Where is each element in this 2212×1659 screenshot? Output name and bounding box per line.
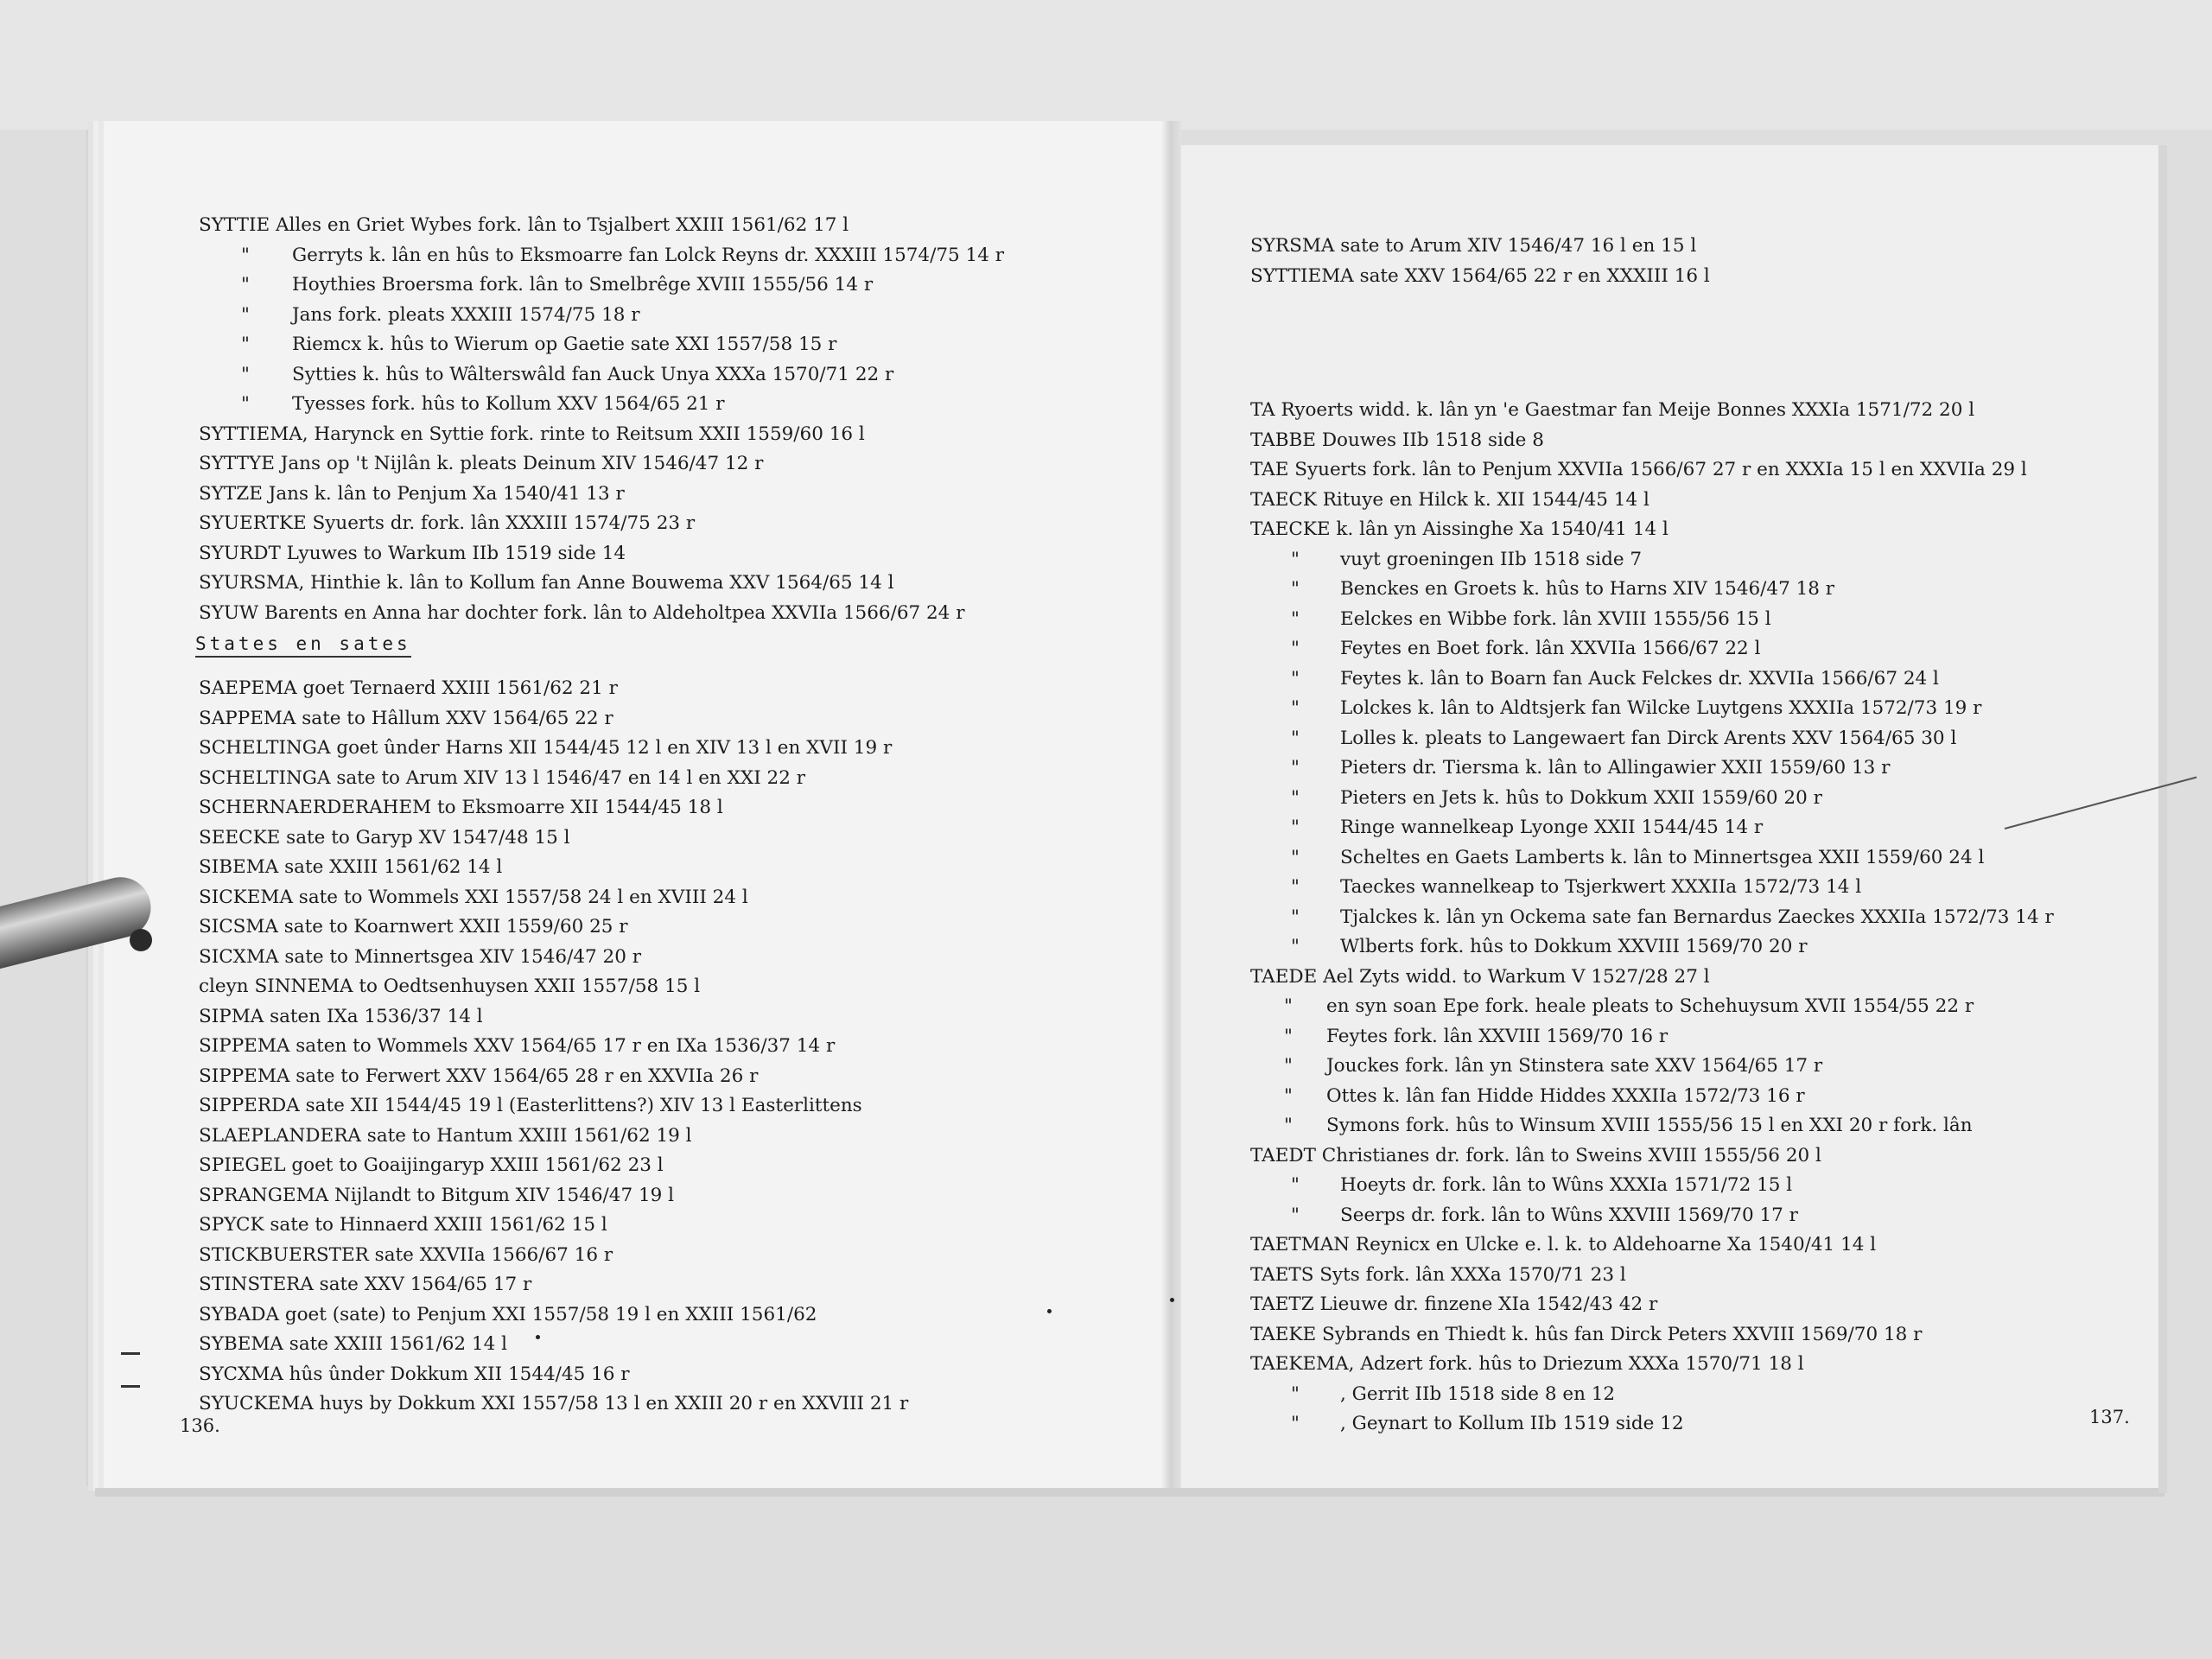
ink-dot: [1047, 1309, 1052, 1313]
index-entry: " Jouckes fork. lân yn Stinstera sate XXV 1564/65 17 r: [1284, 1055, 1823, 1077]
pencil-margin-mark: [121, 1385, 140, 1388]
index-entry: SICXMA sate to Minnertsgea XIV 1546/47 20 r: [199, 945, 642, 968]
index-entry: SPIEGEL goet to Goaijingaryp XXIII 1561/62 23 l: [199, 1154, 664, 1176]
pen-tip-icon: [130, 929, 152, 951]
index-entry: SIPPEMA sate to Ferwert XXV 1564/65 28 r en XXVIIa 26 r: [199, 1065, 759, 1087]
index-entry: TA Ryoerts widd. k. lân yn 'e Gaestmar fan Meije Bonnes XXXIa 1571/72 20 l: [1250, 399, 1975, 421]
index-entry: " , Geynart to Kollum IIb 1519 side 12: [1291, 1413, 1684, 1434]
index-entry: SICSMA sate to Koarnwert XXII 1559/60 25 r: [199, 916, 628, 938]
index-entry: " Eelckes en Wibbe fork. lân XVIII 1555/56 15 l: [1291, 607, 1771, 630]
index-entry: " en syn soan Epe fork. heale pleats to Schehuysum XVII 1554/55 22 r: [1284, 995, 1974, 1017]
index-entry: SYTTIE Alles en Griet Wybes fork. lân to Tsjalbert XXIII 1561/62 17 l: [199, 214, 849, 236]
index-entry: SPYCK sate to Hinnaerd XXIII 1561/62 15 l: [199, 1214, 607, 1236]
page-number-right: 137.: [2089, 1407, 2130, 1427]
ink-dot: [1170, 1298, 1174, 1302]
index-entry: SYURDT Lyuwes to Warkum IIb 1519 side 14: [199, 542, 626, 564]
index-entry: SPRANGEMA Nijlandt to Bitgum XIV 1546/47 19 l: [199, 1184, 675, 1206]
right-entries-t: [1250, 396, 2149, 1440]
index-entry: SCHERNAERDERAHEM to Eksmoarre XII 1544/45 18 l: [199, 797, 723, 818]
section-heading: States en sates: [195, 633, 411, 658]
index-entry: TAECK Rituye en Hilck k. XII 1544/45 14 l: [1250, 488, 1649, 511]
index-entry: " Ottes k. lân fan Hidde Hiddes XXXIIa 1572/73 16 r: [1284, 1084, 1805, 1107]
index-entry: SAEPEMA goet Ternaerd XXIII 1561/62 21 r: [199, 677, 618, 699]
index-entry: TAEDT Christianes dr. fork. lân to Sweins XVIII 1555/56 20 l: [1250, 1144, 1821, 1166]
index-entry: TAECKE k. lân yn Aissinghe Xa 1540/41 14 l: [1250, 518, 1669, 540]
index-entry: SIBEMA sate XXIII 1561/62 14 l: [199, 856, 503, 878]
index-entry: SCHELTINGA goet ûnder Harns XII 1544/45 12 l en XIV 13 l en XVII 19 r: [199, 737, 893, 759]
index-entry: SIPPERDA sate XII 1544/45 19 l (Easterlittens?) XIV 13 l Easterlittens: [199, 1095, 862, 1116]
index-entry: TAEDE Ael Zyts widd. to Warkum V 1527/28 27 l: [1250, 965, 1710, 988]
ink-dot: [536, 1335, 540, 1339]
index-entry: " Benckes en Groets k. hûs to Harns XIV 1546/47 18 r: [1291, 578, 1835, 600]
index-entry: cleyn SINNEMA to Oedtsenhuysen XXII 1557/58 15 l: [199, 976, 701, 997]
index-entry: " Pieters dr. Tiersma k. lân to Allingawier XXII 1559/60 13 r: [1291, 757, 1891, 779]
index-entry: SYTTIEMA sate XXV 1564/65 22 r en XXXIII 16 l: [1250, 264, 1710, 287]
index-entry: SIPPEMA saten to Wommels XXV 1564/65 17 r en IXa 1536/37 14 r: [199, 1035, 836, 1057]
index-entry: " Lolckes k. lân to Aldtsjerk fan Wilcke Luytgens XXXIIa 1572/73 19 r: [1291, 697, 1982, 719]
left-entries-sy: [199, 211, 1149, 628]
index-entry: " Hoeyts dr. fork. lân to Wûns XXXIa 1571/72 15 l: [1291, 1174, 1793, 1196]
index-entry: SYBEMA sate XXIII 1561/62 14 l: [199, 1333, 507, 1355]
index-entry: SYTZE Jans k. lân to Penjum Xa 1540/41 13 r: [199, 482, 625, 505]
index-entry: SICKEMA sate to Wommels XXI 1557/58 24 l en XVIII 24 l: [199, 886, 748, 908]
index-entry: TAETMAN Reynicx en Ulcke e. l. k. to Aldehoarne Xa 1540/41 14 l: [1250, 1234, 1877, 1255]
index-entry: " Taeckes wannelkeap to Tsjerkwert XXXIIa 1572/73 14 l: [1291, 876, 1862, 898]
index-entry: " Wlberts fork. hûs to Dokkum XXVIII 1569/70 20 r: [1291, 936, 1808, 957]
page-number-left: 136.: [180, 1415, 220, 1436]
right-entries-sy: [1250, 232, 2149, 291]
index-entry: SYCXMA hûs ûnder Dokkum XII 1544/45 16 r: [199, 1363, 630, 1385]
book-gutter: [1162, 121, 1181, 1495]
index-entry: " Feytes fork. lân XXVIII 1569/70 16 r: [1284, 1025, 1669, 1047]
index-entry: SYTTYE Jans op 't Nijlân k. pleats Deinum XIV 1546/47 12 r: [199, 453, 764, 474]
index-entry: SYRSMA sate to Arum XIV 1546/47 16 l en 15 l: [1250, 235, 1697, 257]
index-entry: " Pieters en Jets k. hûs to Dokkum XXII 1559/60 20 r: [1291, 786, 1822, 809]
index-entry: TAE Syuerts fork. lân to Penjum XXVIIa 1566/67 27 r en XXXIa 15 l en XXVIIa 29 l: [1250, 459, 2027, 480]
index-entry: " Tyesses fork. hûs to Kollum XXV 1564/65 21 r: [241, 393, 725, 415]
index-entry: TAEKEMA, Adzert fork. hûs to Driezum XXXa 1570/71 18 l: [1250, 1353, 1804, 1375]
pencil-margin-mark: [121, 1352, 140, 1355]
index-entry: " Ringe wannelkeap Lyonge XXII 1544/45 14 r: [1291, 817, 1764, 838]
index-entry: " Feytes en Boet fork. lân XXVIIa 1566/67 22 l: [1291, 638, 1761, 659]
index-entry: " Tjalckes k. lân yn Ockema sate fan Bernardus Zaeckes XXXIIa 1572/73 14 r: [1291, 906, 2054, 928]
left-entries-states: [199, 674, 1149, 1420]
book-edge: [86, 130, 102, 1486]
index-entry: " Feytes k. lân to Boarn fan Auck Felckes dr. XXVIIa 1566/67 24 l: [1291, 667, 1939, 690]
index-entry: " Symons fork. hûs to Winsum XVIII 1555/56 15 l en XXI 20 r fork. lân: [1284, 1115, 1973, 1136]
index-entry: SIPMA saten IXa 1536/37 14 l: [199, 1005, 483, 1027]
index-entry: TAEKE Sybrands en Thiedt k. hûs fan Dirck Peters XXVIII 1569/70 18 r: [1250, 1323, 1923, 1345]
page-bottom-edge: [95, 1488, 2164, 1497]
index-entry: SYBADA goet (sate) to Penjum XXI 1557/58 19 l en XXIII 1561/62: [199, 1303, 817, 1325]
index-entry: SYUW Barents en Anna har dochter fork. lân to Aldeholtpea XXVIIa 1566/67 24 r: [199, 601, 965, 624]
index-entry: " vuyt groeningen IIb 1518 side 7: [1291, 548, 1643, 570]
backdrop: [0, 0, 2212, 130]
index-entry: " Scheltes en Gaets Lamberts k. lân to Minnertsgea XXII 1559/60 24 l: [1291, 846, 1985, 868]
index-entry: " Hoythies Broersma fork. lân to Smelbrêge XVIII 1555/56 14 r: [241, 274, 874, 296]
index-entry: TAETS Syts fork. lân XXXa 1570/71 23 l: [1250, 1263, 1626, 1286]
index-entry: " Lolles k. pleats to Langewaert fan Dirck Arents XXV 1564/65 30 l: [1291, 727, 1957, 749]
index-entry: " Gerryts k. lân en hûs to Eksmoarre fan Lolck Reyns dr. XXXIII 1574/75 14 r: [241, 244, 1005, 266]
index-entry: TABBE Douwes IIb 1518 side 8: [1250, 429, 1544, 451]
index-entry: " Riemcx k. hûs to Wierum op Gaetie sate XXI 1557/58 15 r: [241, 334, 837, 355]
index-entry: SLAEPLANDERA sate to Hantum XXIII 1561/62 19 l: [199, 1124, 692, 1147]
index-entry: SYUERTKE Syuerts dr. fork. lân XXXIII 1574/75 23 r: [199, 512, 696, 534]
index-entry: STINSTERA sate XXV 1564/65 17 r: [199, 1274, 532, 1295]
index-entry: SCHELTINGA sate to Arum XIV 13 l 1546/47 en 14 l en XXI 22 r: [199, 766, 806, 789]
index-entry: TAETZ Lieuwe dr. finzene XIa 1542/43 42 r: [1250, 1294, 1658, 1315]
index-entry: " Sytties k. hûs to Wâlterswâld fan Auck Unya XXXa 1570/71 22 r: [241, 363, 894, 385]
page-right-edge: [2158, 145, 2167, 1493]
index-entry: SEECKE sate to Garyp XV 1547/48 15 l: [199, 826, 570, 849]
index-entry: SAPPEMA sate to Hâllum XXV 1564/65 22 r: [199, 707, 613, 729]
index-entry: SYTTIEMA, Harynck en Syttie fork. rinte to Reitsum XXII 1559/60 16 l: [199, 423, 865, 445]
index-entry: " Seerps dr. fork. lân to Wûns XXVIII 1569/70 17 r: [1291, 1204, 1798, 1226]
index-entry: " , Gerrit IIb 1518 side 8 en 12: [1291, 1382, 1616, 1405]
index-entry: SYUCKEMA huys by Dokkum XXI 1557/58 13 l en XXIII 20 r en XXVIII 21 r: [199, 1393, 909, 1414]
index-entry: SYURSMA, Hinthie k. lân to Kollum fan Anne Bouwema XXV 1564/65 14 l: [199, 572, 894, 594]
index-entry: STICKBUERSTER sate XXVIIa 1566/67 16 r: [199, 1243, 613, 1266]
index-entry: " Jans fork. pleats XXXIII 1574/75 18 r: [241, 303, 640, 326]
